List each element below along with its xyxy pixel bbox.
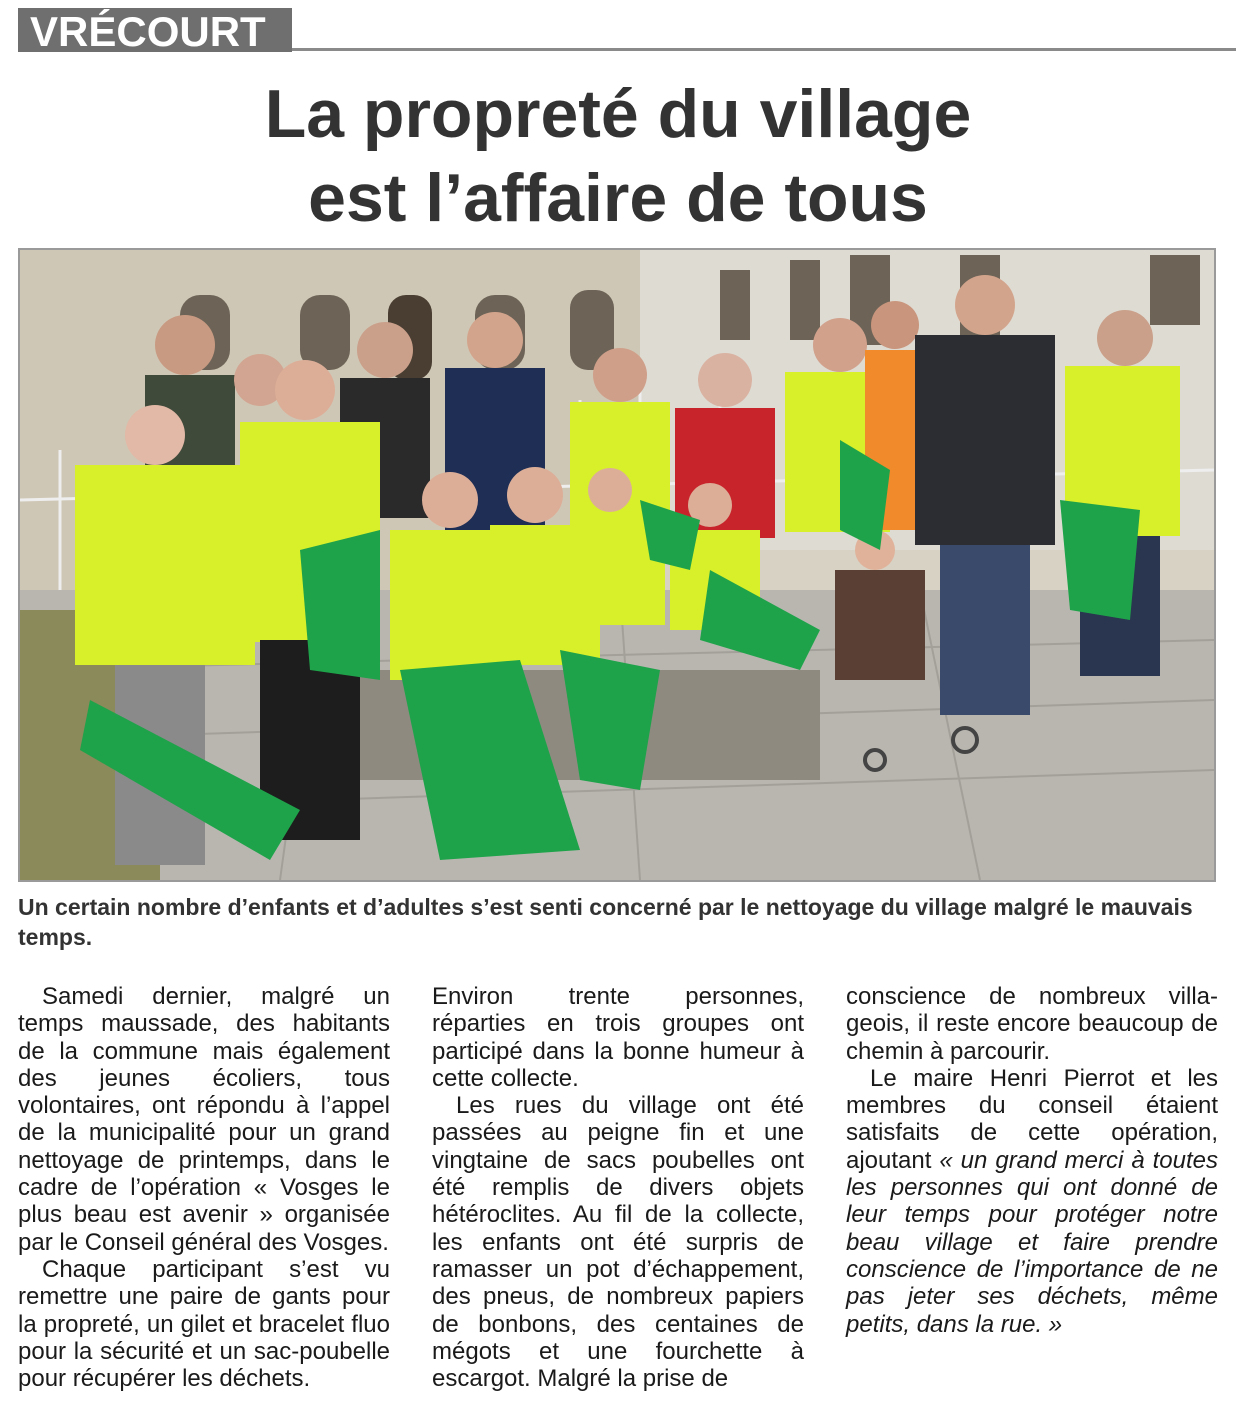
headline-line-2: est l’affaire de tous [308, 160, 928, 236]
paragraph-continued: conscience de nombreux villageois, il reste encore beaucoup de chemin à parcourir. [846, 983, 1218, 1065]
mayor-quote: « un grand merci à toutes les personnes qui ont donné de leur temps pour protéger notre beau village et faire prendre conscience de l’importance de ne pas jeter ses déchets, même petits, dans la rue. » [846, 1146, 1219, 1338]
paragraph-4 [846, 1065, 1218, 1338]
paragraph-2: Chaque participant s’est vu remettre une paire de gants pour la propreté, un gilet et bracelet fluo pour la sécurité et un sac-poubelle pour récupérer les déchets. [18, 1255, 390, 1393]
photo-caption: Un certain nombre d’enfants et d’adultes s’est senti concerné par le nettoyage du village malgré le mauvais temps. [18, 894, 1193, 950]
group-photo-icon [20, 250, 1214, 880]
paragraph-1: Samedi dernier, malgré un temps maussade, des habitants de la commune mais également des jeunes écoliers, tous volontaires, ont répondu à l’appel de la municipalité pour un grand nettoyage de printemps, dans le cadre de l’opération « Vosges le plus beau est avenir » organisée par le Conseil général des Vosges. [18, 983, 390, 1256]
article-photo [18, 248, 1216, 882]
headline-line-1: La propreté du village [264, 76, 972, 152]
section-rubric [18, 8, 292, 55]
article-column-3 [846, 983, 1218, 1338]
paragraph-continued: Environ trente personnes, réparties en trois groupes ont participé dans la bonne humeur à cette collecte. [432, 983, 804, 1092]
paragraph-3: Les rues du village ont été passées au peigne fin et une vingtaine de sacs poubelles ont été remplis de divers objets hétéroclites. Au fil de la collecte, les enfants ont été surpris de ramasser un pot d’échappement, des pneus, de nombreux papiers de bonbons, des centaines de mégots et une fourchette à escargot. Malgré la prise de [432, 1092, 804, 1393]
rubric-label: VRÉCOURT [30, 8, 266, 55]
headline [0, 72, 1236, 240]
article-column-2 [432, 983, 804, 1392]
article-column-1 [18, 983, 390, 1392]
paragraph-4-text: Le maire Henri Pierrot et les membres du conseil étaient satisfaits de cette opération, ajoutant [846, 1064, 1218, 1174]
rubric-divider [292, 48, 1236, 51]
